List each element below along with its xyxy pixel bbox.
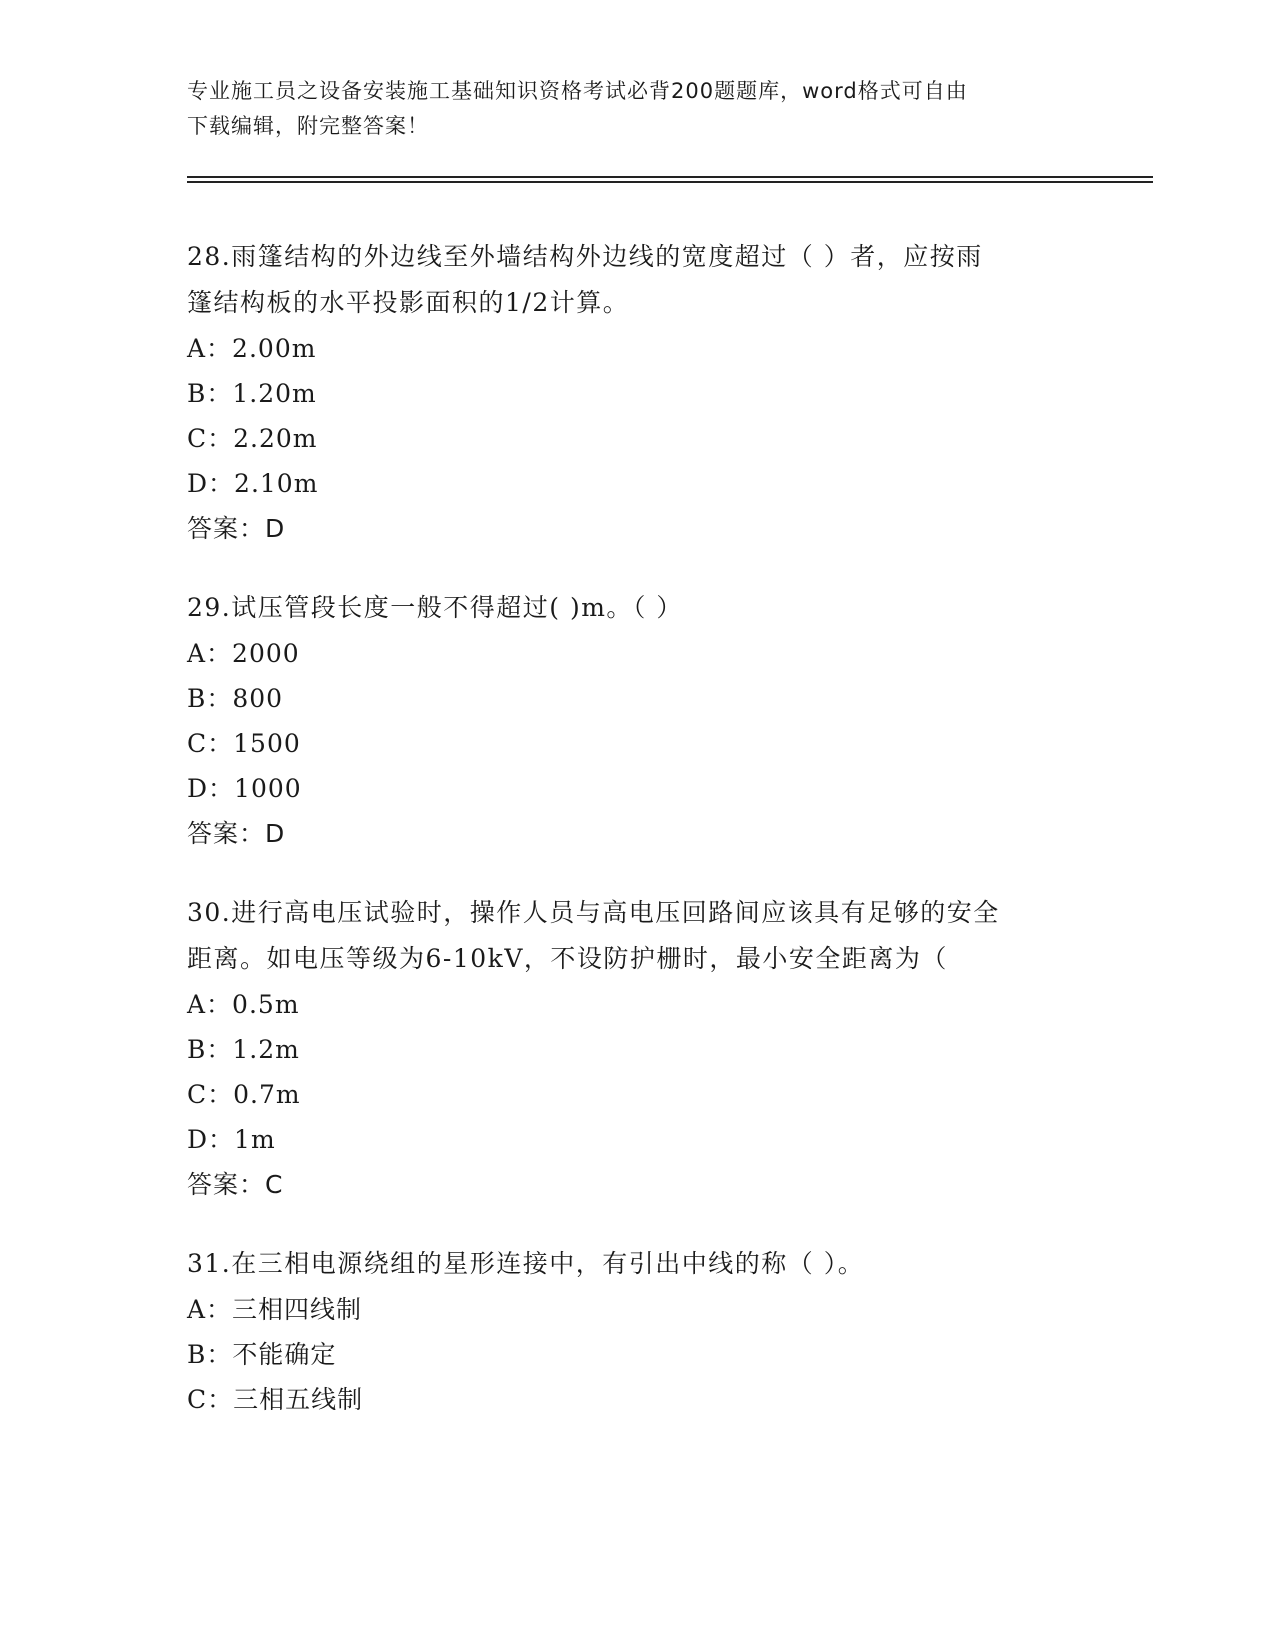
header-line-1: 专业施工员之设备安装施工基础知识资格考试必背200题题库，word格式可自由: [187, 79, 968, 103]
answer: 答案：C: [187, 1170, 284, 1199]
document-header: [187, 74, 1087, 144]
question-stem-line: 距离。如电压等级为6-10kV，不设防护栅时，最小安全距离为（: [187, 944, 948, 973]
option-a: A：2.00m: [187, 334, 317, 363]
question-31: [187, 1241, 1087, 1422]
question-list: [187, 234, 1087, 1456]
header-divider-top: [187, 176, 1153, 178]
option-d: D：1m: [187, 1125, 276, 1154]
option-d: D：2.10m: [187, 469, 319, 498]
question-stem-line: 30.进行高电压试验时，操作人员与高电压回路间应该具有足够的安全: [187, 898, 1000, 927]
option-b: B：1.20m: [187, 379, 317, 408]
question-29: [187, 585, 1087, 856]
option-b: B：1.2m: [187, 1035, 300, 1064]
answer: 答案：D: [187, 514, 286, 543]
question-stem-line: 28.雨篷结构的外边线至外墙结构外边线的宽度超过（ ）者，应按雨: [187, 242, 983, 271]
option-b: B：不能确定: [187, 1340, 337, 1369]
question-30: [187, 890, 1087, 1207]
question-stem-line: 31.在三相电源绕组的星形连接中，有引出中线的称（ ）。: [187, 1249, 865, 1278]
option-c: C：三相五线制: [187, 1385, 364, 1414]
question-stem-line: 29.试压管段长度一般不得超过( )m。（ ）: [187, 593, 683, 622]
header-line-2: 下载编辑，附完整答案！: [187, 114, 429, 138]
question-stem-line: 篷结构板的水平投影面积的1/2计算。: [187, 288, 630, 317]
option-d: D：1000: [187, 774, 302, 803]
option-c: C：1500: [187, 729, 301, 758]
header-divider-bottom: [187, 181, 1153, 183]
answer: 答案：D: [187, 819, 286, 848]
option-c: C：2.20m: [187, 424, 318, 453]
question-28: [187, 234, 1087, 551]
option-a: A：三相四线制: [187, 1295, 363, 1324]
option-a: A：2000: [187, 639, 300, 668]
option-a: A：0.5m: [187, 990, 300, 1019]
option-c: C：0.7m: [187, 1080, 301, 1109]
option-b: B：800: [187, 684, 284, 713]
